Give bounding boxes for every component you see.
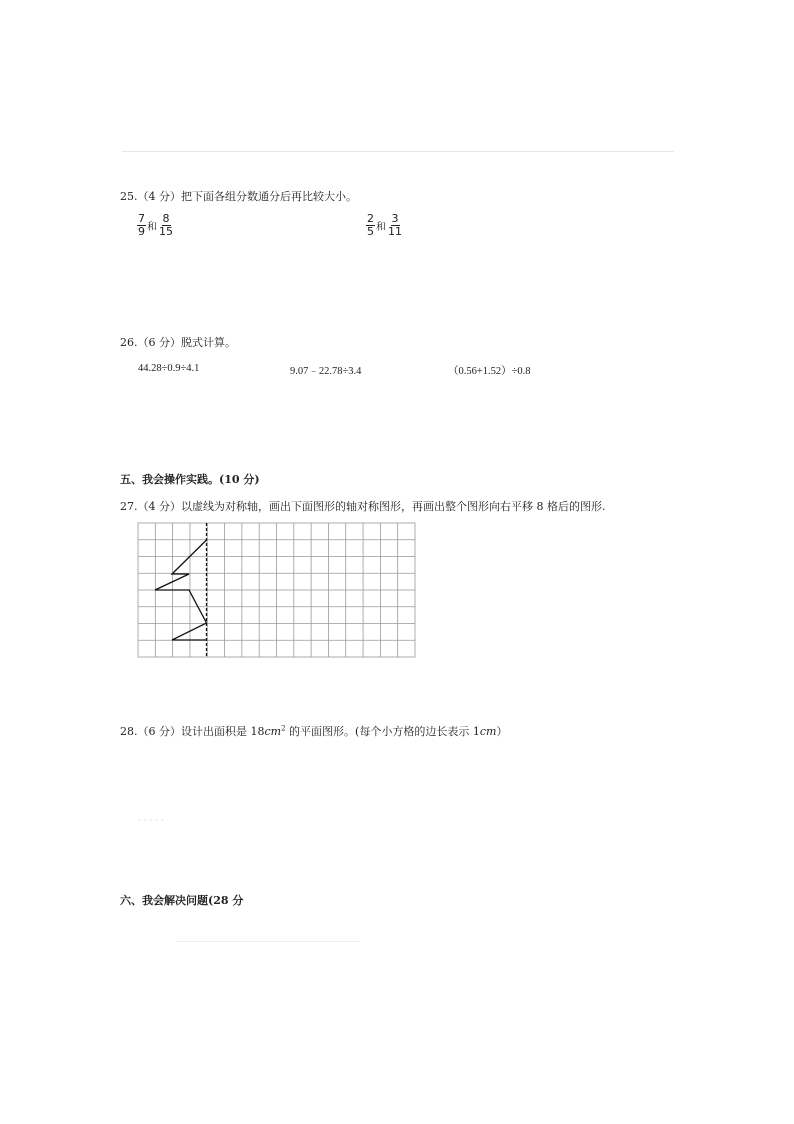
q25-line bbox=[120, 188, 357, 204]
q28-unit2: cm bbox=[479, 725, 497, 738]
fraction: $\frac{2}{5}$ bbox=[367, 212, 374, 238]
q27-text: 以虚线为对称轴，画出下面图形的轴对称图形，再画出整个图形向右平移 8 格后的图形. bbox=[181, 500, 606, 513]
q25-pair-1 bbox=[137, 213, 174, 238]
bottom-rule bbox=[176, 941, 360, 942]
q25-score: （4 分） bbox=[137, 190, 181, 203]
q27-number: 27. bbox=[120, 500, 138, 513]
q28-close: ） bbox=[496, 725, 508, 738]
q26-line bbox=[120, 334, 236, 350]
q27-score: （4 分） bbox=[137, 500, 181, 513]
q26-expr-2: 9.07﹣22.78÷3.4 bbox=[290, 366, 362, 377]
q28-text-before: 设计出面积是 18 bbox=[181, 725, 265, 738]
section-5-title: 五、我会操作实践。(10 分) bbox=[120, 473, 260, 486]
q26-number: 26. bbox=[120, 336, 138, 349]
q28-number: 28. bbox=[120, 725, 138, 738]
q26-score: （6 分） bbox=[137, 336, 181, 349]
q26-text: 脱式计算。 bbox=[181, 336, 236, 349]
grid-figure bbox=[136, 521, 418, 659]
q25-number: 25. bbox=[120, 190, 138, 203]
conjunction: 和 bbox=[376, 222, 386, 233]
section-6-title: 六、我会解决问题(28 分 bbox=[120, 894, 244, 907]
q26-expr-1: 44.28÷0.9÷4.1 bbox=[138, 363, 200, 374]
q26-expr-3: （0.56+1.52）÷0.8 bbox=[448, 366, 531, 377]
q28-score: （6 分） bbox=[137, 725, 181, 738]
q27-line bbox=[120, 498, 606, 514]
q25-text: 把下面各组分数通分后再比较大小。 bbox=[181, 190, 357, 203]
fraction: $\frac{8}{15}$ bbox=[159, 212, 173, 238]
q28-unit: cm bbox=[264, 725, 282, 738]
q28-text-after: 的平面图形。(每个小方格的边长表示 1 bbox=[285, 725, 480, 738]
q28-sup: 2 bbox=[281, 724, 286, 733]
q25-pair-2 bbox=[366, 213, 403, 238]
q28-line bbox=[120, 723, 507, 739]
top-rule bbox=[122, 151, 674, 152]
conjunction: 和 bbox=[147, 222, 157, 233]
fraction: $\frac{7}{9}$ bbox=[138, 212, 145, 238]
fraction: $\frac{3}{11}$ bbox=[388, 212, 402, 238]
faint-marks: · · · · · bbox=[138, 816, 164, 826]
